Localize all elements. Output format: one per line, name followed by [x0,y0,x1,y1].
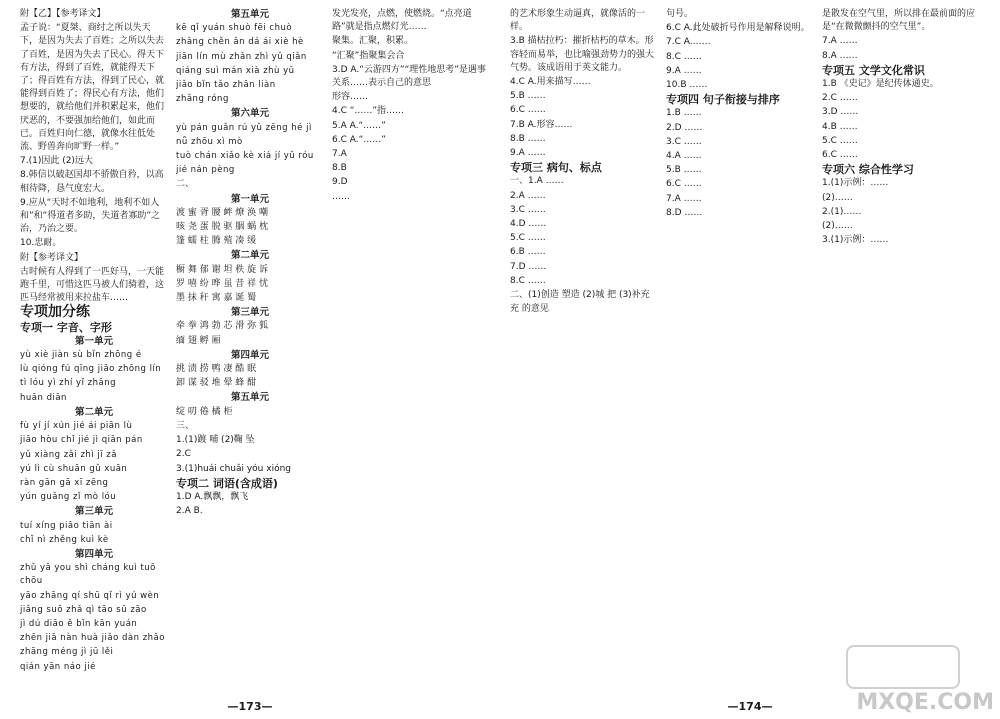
text-line: 4.C “……”指…… [332,106,405,117]
text-line: 2.(1)…… [822,206,862,217]
text-line: 形容…… [332,92,369,103]
text-line: 10.B …… [666,80,708,91]
text-line: 8.B …… [510,133,546,144]
text-line: 9.A …… [510,148,546,159]
text-line: “汇聚”指聚集会合 [332,50,405,61]
text-line: 6.C …… [822,150,858,161]
text-line: (2)…… [822,192,853,203]
text-line: 二、 [176,179,195,190]
text-line: 10.忠耐。 [20,238,62,249]
text-line: nǚ zhōu xì mò [176,136,243,147]
text-line: 1.(1)示例：…… [822,178,889,189]
section-title: 专项加分练 [20,304,90,321]
text-line: 孟子说：“夏桀、商纣之所以失天下，是因为失去了百姓；之所以失去了百姓，是因为失去了民心。得天下有方法，得到了百姓，就能得天下了；得百姓有方法，得到了民心，就能得到百姓了；得民心有方法，他们想要的，就给他们并积累起来，他们厌恶的，不要强加给他们，如此而已。百姓归向仁德，就像水往低处流、野兽奔向旷野一样。” [20,23,165,153]
text-line: 1.(1)踱 哺 (2)鞠 坠 [176,435,255,446]
text-line: yù pán guǎn rú yǔ zēng hé jì [176,122,312,133]
text-line: 3.(1)示例：…… [822,235,889,246]
unit-heading: 第三单元 [74,506,113,518]
text-line: 7.C A.…… [666,37,711,48]
text-line: 8.C …… [510,275,546,286]
text-line: 2.A …… [510,190,546,201]
unit-heading: 第二单元 [74,406,113,418]
section-title: 专项二 词语(含成语) [176,476,278,490]
text-line: 6.C A.此处破折号作用是解释说明。 [666,23,810,34]
text-line: 8.D …… [666,207,703,218]
text-line: 8.韩信以破赵国却不骄傲自矜，以高相待降，恳气度宏大。 [20,170,164,194]
text-line: zhǎng chěn ǎn dá ái xiè hè [176,37,304,48]
text-line: 5.B …… [666,165,702,176]
text-line: zhǔ yǎ you shì cháng kuì tuō chōu [20,563,156,587]
text-line: 1.D A.飘飘，飘飞 [176,491,249,502]
text-line: 6.C …… [666,179,702,190]
unit-heading: 第五单元 [230,392,269,404]
left-column-1 [20,8,168,698]
text-line: qiáng suì mán xià zhù yǔ [176,65,295,76]
text-line: 三、 [176,420,195,431]
text-line: 9.D [332,177,348,188]
text-line: 罗 嘻 纷 哗 虽 昔 祥 忧 [176,278,269,289]
text-line: 句号。 [666,9,694,19]
right-column-3 [822,8,990,698]
text-line: 3.D …… [822,107,859,118]
text-line: jié nán pèng [176,165,235,176]
unit-heading: 第五单元 [230,9,269,20]
text-line: jiāo hòu chǐ jié jì qiān pán [20,435,143,446]
text-line: 9.应从“天时不如地利，地利不如人和”和“得道者多助，失道者寡助”之治，乃治之要。 [20,197,160,235]
text-line: yǔ xiàng zǎi zhì jī zǎ [20,449,117,460]
text-line: 9.A …… [666,65,702,76]
text-line: 4.A …… [666,151,702,162]
text-line: 二、(1)创造 塑造 (2)城 把 (3)补充 [510,290,650,301]
text-line: 3.C …… [666,136,702,147]
text-line: 篷 蠕 柱 腾 殖 凑 缓 [176,236,257,247]
right-column-2 [666,8,816,698]
unit-heading: 第四单元 [74,548,113,560]
text-line: 1.B 《史记》是纪传体通史。 [822,79,939,90]
unit-heading: 第四单元 [230,349,269,361]
text-line: 墨 抹 秆 寓 嘉 诞 蜀 [176,293,257,304]
text-line: 橱 舞 郁 谢 坦 秩 旋 诉 [176,264,269,275]
unit-heading: 第六单元 [230,108,269,120]
section-title: 专项五 文学文化常识 [822,63,925,77]
text-line: 一、1.A …… [510,176,564,187]
right-page [500,0,1000,719]
text-line: 咳 尧 蛋 脱 驱 胭 蜗 枕 [176,222,269,233]
text-line: 7.A …… [666,193,702,204]
text-line: 2.C …… [822,93,858,104]
text-line: 6.B …… [510,247,546,258]
unit-heading: 第三单元 [230,307,269,319]
text-line: zhǎng róng [176,94,229,105]
text-line: 古时候有人得到了一匹好马，一天能跑千里，可惜这匹马被人们骑着，这匹马经常被用来拉盐车…… [20,266,165,304]
text-line: 8.B [332,163,347,174]
text-line: 的艺术形象生动逼真，就像活的一样。 [510,9,646,33]
text-line: 4.B …… [822,121,858,132]
section-title: 专项一 字音、字形 [20,320,112,334]
text-line: fù yí jí xún jié ái piān lù [20,421,133,432]
unit-heading: 第二单元 [230,250,269,262]
text-line: tì lóu yì zhí yǐ zhǎng [20,378,116,389]
unit-heading: 第一单元 [230,193,269,205]
text-line: (2)…… [822,221,853,232]
text-line: 5.C …… [510,233,546,244]
text-line: jiǎo bǐn tǎo zhān liàn [176,80,276,91]
section-title: 专项四 句子衔接与排序 [666,93,780,107]
text-line: 6.C A.“……” [332,134,386,145]
text-line: kē qǐ yuán shuò fēi chuò [176,23,293,34]
section-title: 专项六 综合性学习 [822,163,914,177]
text-line: 充 的意见 [510,304,549,315]
text-line: 5.C …… [822,135,858,146]
text-line: 7.(1)因此 (2)远大 [20,156,93,167]
text-line: 缅 翅 孵 厢 [176,335,221,346]
text-line: 附【乙】【参考译文】 [20,9,106,19]
text-line: qián yān náo jié [20,661,96,672]
text-line: 6.C …… [510,105,546,116]
left-column-3 [332,8,488,698]
text-line: 2.A B. [176,506,203,517]
text-line: chǐ nì zhěng kuì kè [20,534,109,545]
text-line: 5.B …… [510,91,546,102]
page-number-left: —173— [227,700,273,713]
text-line: ràn gān gā xī zēng [20,477,109,488]
text-line: 1.B …… [666,108,702,119]
text-line: huān diān [20,392,67,403]
text-line: 2.D …… [666,122,703,133]
text-line: tuí xíng piāo tiān ài [20,520,113,531]
text-line: zhāng méng jì jū lěi [20,647,114,658]
text-line: 3.C …… [510,204,546,215]
page-number-right: —174— [727,700,773,713]
text-line: 牵 拳 鸿 勃 芯 滑 弥 狐 [176,321,269,332]
text-line: 5.A A.“……” [332,120,386,131]
watermark-frame [846,645,960,689]
text-line: 3.D A.“云游四方”“理性地思考”是遇事关系……表示自己的意思 [332,64,486,89]
text-line: 发光发亮，点燃，使燃烧。“点亮道路”就是指点燃灯光…… [332,9,472,33]
text-line: 7.A …… [822,36,858,47]
text-line: 卸 谋 驳 堆 晕 蜂 酣 [176,378,257,389]
text-line: 3.(1)huái chuǎi yóu xióng [176,463,292,474]
text-line: 3.B 描枯拉朽：摧折枯朽的草木。形容轻而易举，也比喻强劲势力的强大气势。该成语用于英文能力。 [510,36,655,73]
text-line: yú lì cù shuān gǔ xuān [20,463,128,474]
text-line: 7.B A.形容…… [510,119,573,130]
text-line: 7.A [332,149,347,160]
text-line: jì dú diāo ě bǐn kān yuán [20,618,138,629]
text-line: 绽 叨 倦 橘 柜 [176,406,233,417]
text-line: 7.D …… [510,261,547,272]
text-line: 4.D …… [510,219,547,230]
text-line: 挑 渍 捞 鸭 凄 酷 眠 [176,364,257,375]
text-line: yù xiè jiàn sù bǐn zhōng é [20,350,142,361]
text-line: 8.C …… [666,51,702,62]
text-line: 8.A …… [822,50,858,61]
text-line: yún guǎng zǐ mò lóu [20,492,117,503]
text-line: zhēn jiā nàn huà jiǎo dàn zhǎo [20,633,165,644]
text-line: lù qióng fú qīng jiāo zhōng lín [20,364,162,375]
left-column-2 [176,8,324,698]
watermark-logo: MXQE.COM [856,690,994,715]
text-line: yāo zhāng qí shū qǐ rì yú wèn [20,590,160,601]
unit-heading: 第一单元 [74,335,113,347]
text-line: jiān lín mù zhǎn zhì yǔ qiǎn [176,51,307,62]
text-line: 是散发在空气里，所以排在最前面的应是“在微微颤抖的空气里”。 [822,9,976,33]
section-title: 专项三 病句、标点 [510,161,602,175]
text-line: tuò chán xiǎo kè xiá jí yǔ róu [176,151,314,162]
text-line: 聚集。汇聚，积累。 [332,36,414,47]
text-line: 2.C [176,449,191,460]
text-line: 渡 蜜 胥 腰 衅 燎 涣 嘲 [176,207,269,218]
text-line: jiǎng suǒ zhǎ qì tāo sǔ zāo [20,604,147,615]
text-line: 附【参考译文】 [20,252,84,263]
text-line: 4.C A.用来描写…… [510,77,591,88]
right-column-1 [510,8,660,698]
text-line: …… [332,191,350,202]
